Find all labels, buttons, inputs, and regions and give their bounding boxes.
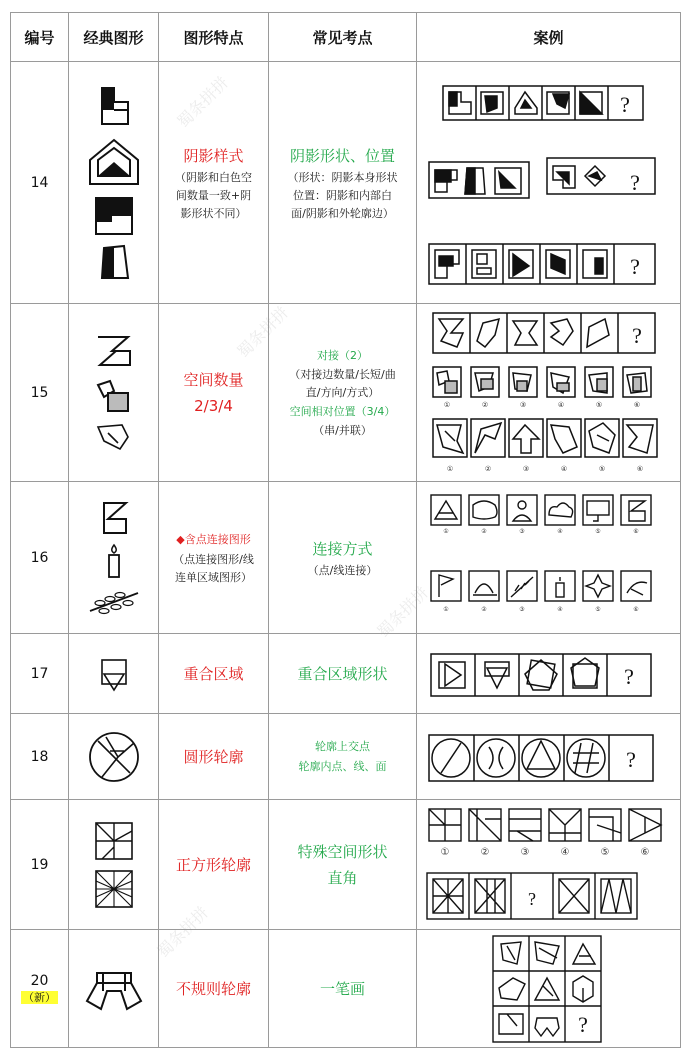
watermark: 蜀条拼拼 xyxy=(373,582,433,642)
question-mark: ? xyxy=(620,91,630,117)
row-number: 18 xyxy=(11,714,69,800)
row-number-cell xyxy=(11,930,69,1048)
watermark: 蜀条拼拼 xyxy=(153,902,213,962)
square-star-icon xyxy=(92,867,136,911)
square-grid-icon xyxy=(92,819,136,863)
header-common-point: 常见考点 xyxy=(269,13,417,62)
classic-figure-cell xyxy=(69,930,159,1048)
feature-title: 不规则轮廓 xyxy=(175,979,251,998)
example-cell xyxy=(417,930,681,1048)
question-mark: ? xyxy=(632,322,642,348)
classic-figure-cell xyxy=(69,482,159,634)
option-number: ③ xyxy=(520,846,530,858)
irregular-shape-icon xyxy=(92,419,136,455)
point-cell xyxy=(269,304,417,482)
point-note-line: 面/阴影和外轮廓边） xyxy=(291,206,394,220)
option-number: ⑤ xyxy=(598,464,606,473)
option-number: ④ xyxy=(557,605,563,613)
example-cell xyxy=(417,800,681,930)
example-puzzle-figure xyxy=(417,307,667,479)
table-row xyxy=(11,930,681,1048)
example-puzzle-figure xyxy=(417,644,667,704)
option-number: ⑤ xyxy=(595,400,603,409)
classic-figure-cell xyxy=(69,634,159,714)
option-number: ① xyxy=(446,464,454,473)
point-note-line: 位置：阴影和内部白 xyxy=(293,188,392,202)
option-number: ⑥ xyxy=(633,400,641,409)
option-number: ④ xyxy=(560,846,570,858)
option-number: ③ xyxy=(522,464,530,473)
candle-icon xyxy=(99,541,129,581)
new-tag: （新） xyxy=(23,990,56,1004)
option-number: ④ xyxy=(557,527,563,535)
option-number: ⑤ xyxy=(600,846,610,858)
option-number: ③ xyxy=(519,605,525,613)
feature-title: ◆含点连接图形 xyxy=(176,532,251,546)
table-row xyxy=(11,800,681,930)
classic-figure-cell xyxy=(69,62,159,304)
point-line: 轮廓内点、线、面 xyxy=(298,759,387,773)
example-cell xyxy=(417,62,681,304)
feature-title: 圆形轮廓 xyxy=(183,747,244,766)
header-example: 案例 xyxy=(417,13,681,62)
watermark: 蜀条拼拼 xyxy=(233,302,293,362)
point-cell xyxy=(269,482,417,634)
point-title: 连接方式 xyxy=(312,539,373,558)
point-title: 阴影形状、位置 xyxy=(289,146,395,165)
option-number: ④ xyxy=(557,400,565,409)
point-title: 重合区域形状 xyxy=(297,664,388,683)
table-row xyxy=(11,482,681,634)
example-cell xyxy=(417,714,681,800)
option-number: ② xyxy=(481,527,487,535)
shaded-figure-icon xyxy=(94,84,134,128)
header-row xyxy=(11,13,681,62)
feature-cell xyxy=(159,800,269,930)
point-title: 一笔画 xyxy=(319,979,365,998)
point-line: （对接边数量/长短/曲 xyxy=(289,367,396,381)
classic-figure-cell xyxy=(69,800,159,930)
feature-sub: 2/3/4 xyxy=(194,396,233,415)
point-line: 对接（2） xyxy=(317,348,368,362)
point-cell xyxy=(269,62,417,304)
house-figure-icon xyxy=(84,134,144,190)
option-number: ⑥ xyxy=(633,605,639,613)
feature-cell xyxy=(159,482,269,634)
option-number: ③ xyxy=(519,527,525,535)
irregular-outline-icon xyxy=(81,963,147,1015)
option-number: ① xyxy=(443,527,449,535)
feature-note-line: （点连接图形/线 xyxy=(173,552,254,566)
example-puzzle-figure xyxy=(417,68,667,298)
point-cell xyxy=(269,634,417,714)
classification-table xyxy=(10,12,681,1048)
feature-title: 重合区域 xyxy=(183,664,244,683)
point-note-line: （形状：阴影本身形状 xyxy=(287,170,398,184)
point-line: 直/方向/方式） xyxy=(305,385,380,399)
point-cell xyxy=(269,930,417,1048)
feature-cell xyxy=(159,634,269,714)
option-number: ② xyxy=(481,400,489,409)
option-number: ② xyxy=(484,464,492,473)
feature-cell xyxy=(159,62,269,304)
option-number: ④ xyxy=(560,464,568,473)
feature-title: 空间数量 xyxy=(183,370,244,389)
question-mark: ? xyxy=(624,663,634,689)
example-cell xyxy=(417,482,681,634)
option-number: ⑤ xyxy=(595,527,601,535)
row-number: 14 xyxy=(11,62,69,304)
combined-shape-icon xyxy=(92,375,136,415)
example-puzzle-figure xyxy=(417,485,667,631)
header-figure-feature: 图形特点 xyxy=(159,13,269,62)
option-number: ② xyxy=(480,846,490,858)
option-number: ① xyxy=(440,846,450,858)
question-mark: ? xyxy=(578,1011,588,1037)
option-number: ⑥ xyxy=(633,527,639,535)
example-cell xyxy=(417,634,681,714)
row-number: 17 xyxy=(11,634,69,714)
shaded-parallelogram-icon xyxy=(94,242,134,282)
docked-shape-icon xyxy=(92,331,136,371)
classic-figure-cell xyxy=(69,714,159,800)
question-mark: ? xyxy=(630,253,640,279)
row-number: 16 xyxy=(11,482,69,634)
table-row xyxy=(11,62,681,304)
classic-figure-cell xyxy=(69,304,159,482)
olive-branch-icon xyxy=(84,587,144,617)
example-puzzle-figure xyxy=(417,727,667,787)
point-line: （串/并联） xyxy=(313,423,372,437)
option-number: ⑤ xyxy=(595,605,601,613)
feature-title: 正方形轮廓 xyxy=(175,855,251,874)
feature-note-line: 间数量一致+阴 xyxy=(175,188,252,202)
option-number: ① xyxy=(443,605,449,613)
point-line: 直角 xyxy=(327,868,358,887)
example-puzzle-figure xyxy=(417,932,667,1046)
row-number: 15 xyxy=(11,304,69,482)
point-line: 轮廓上交点 xyxy=(315,739,370,753)
row-number: 20 xyxy=(30,972,49,989)
row-number: 19 xyxy=(11,800,69,930)
point-line: 空间相对位置（3/4） xyxy=(289,404,396,418)
point-line: 特殊空间形状 xyxy=(297,842,388,861)
question-mark: ? xyxy=(626,746,636,772)
circle-lines-icon xyxy=(84,727,144,787)
feature-note-line: （阴影和白色空 xyxy=(175,170,252,184)
z-shape-icon xyxy=(94,499,134,537)
table-row xyxy=(11,714,681,800)
header-classic-figure: 经典图形 xyxy=(69,13,159,62)
feature-cell xyxy=(159,714,269,800)
header-number: 编号 xyxy=(11,13,69,62)
question-mark: ? xyxy=(528,888,536,909)
feature-note-line: 连单区域图形） xyxy=(175,570,252,584)
square-triangle-icon xyxy=(94,654,134,694)
feature-title: 阴影样式 xyxy=(183,146,244,165)
feature-cell xyxy=(159,304,269,482)
option-number: ③ xyxy=(519,400,527,409)
feature-cell xyxy=(159,930,269,1048)
shaded-block-icon xyxy=(90,194,138,238)
example-cell xyxy=(417,304,681,482)
watermark: 蜀条拼拼 xyxy=(173,72,233,132)
option-number: ② xyxy=(481,605,487,613)
point-cell xyxy=(269,800,417,930)
point-note-line: （点/线连接） xyxy=(307,563,378,577)
point-cell xyxy=(269,714,417,800)
example-puzzle-figure xyxy=(417,803,667,927)
option-number: ① xyxy=(443,400,451,409)
feature-note-line: 影形状不同） xyxy=(180,206,247,220)
option-number: ⑥ xyxy=(636,464,644,473)
question-mark: ? xyxy=(630,169,640,195)
option-number: ⑥ xyxy=(640,846,650,858)
table-row xyxy=(11,634,681,714)
table-row xyxy=(11,304,681,482)
